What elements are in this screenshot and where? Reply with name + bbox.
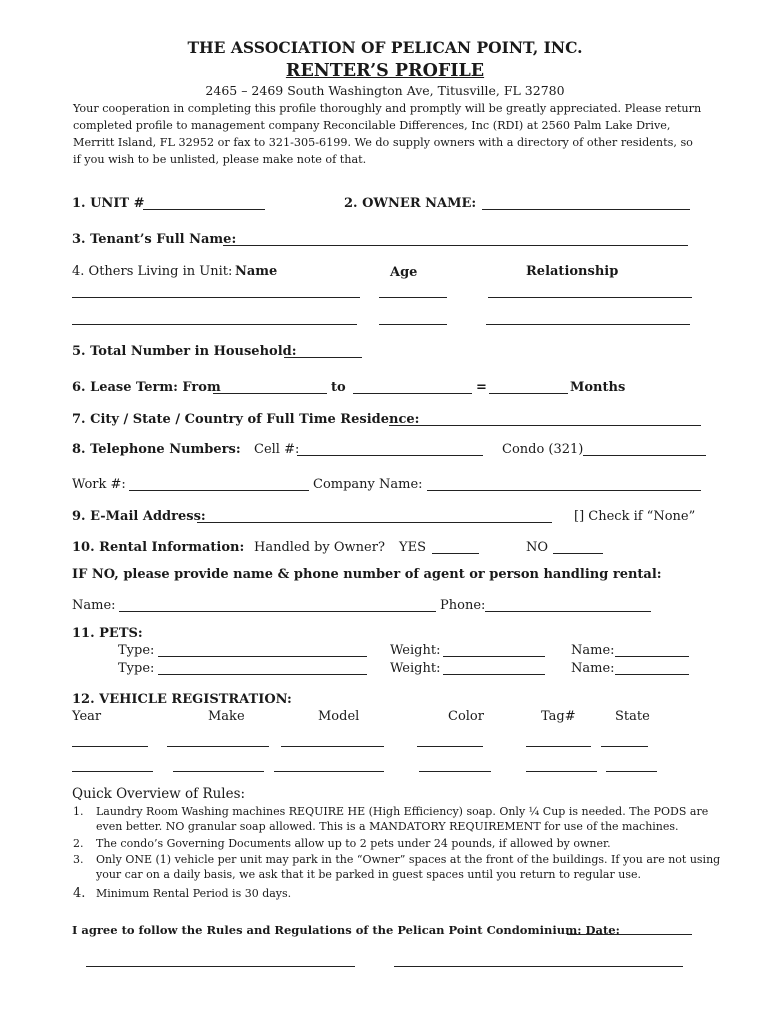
unit-label: 1. UNIT # <box>72 196 145 211</box>
lease-months-label: Months <box>570 380 626 395</box>
rule-item <box>73 886 723 902</box>
occupant-name-field[interactable] <box>72 297 360 298</box>
cell-field[interactable] <box>297 455 483 456</box>
unit-field[interactable] <box>143 209 265 210</box>
vehicle-model-field[interactable] <box>274 771 384 772</box>
agreement-date-field[interactable] <box>567 934 692 935</box>
vehicle-tag-field[interactable] <box>526 746 591 747</box>
rule-text: The condo’s Governing Documents allow up to 2 pets under 24 pounds, if allowed by owner. <box>96 837 611 850</box>
rule-number: 1. <box>73 805 84 818</box>
household-label: 5. Total Number in Household: <box>72 344 297 359</box>
vehicle-make-field[interactable] <box>173 771 264 772</box>
lease-equals-label: = <box>476 380 487 395</box>
vehicle-make-field[interactable] <box>167 746 269 747</box>
vehicle-color-field[interactable] <box>419 771 491 772</box>
form-title: RENTER’S PROFILE <box>285 61 485 81</box>
rules-heading: Quick Overview of Rules: <box>72 786 246 802</box>
pets-heading: 11. PETS: <box>72 626 143 641</box>
email-label: 9. E-Mail Address: <box>72 509 206 524</box>
agreement-text: I agree to follow the Rules and Regulations of the Pelican Point Condominium: Date: <box>72 923 620 937</box>
lease-from-field[interactable] <box>213 393 327 394</box>
occupant-relationship-field[interactable] <box>488 297 692 298</box>
owner-name-label: 2. OWNER NAME: <box>344 196 477 211</box>
residence-label: 7. City / State / Country of Full Time Residence: <box>72 412 420 427</box>
pet-type-label: Type: <box>118 643 155 658</box>
col-name-label: Name <box>235 264 278 279</box>
no-label: NO <box>526 540 549 555</box>
condo-phone-label: Condo (321) <box>502 442 584 457</box>
occupant-name-field[interactable] <box>72 324 357 325</box>
lease-to-field[interactable] <box>353 393 472 394</box>
intro-paragraph: Your cooperation in completing this profile thoroughly and promptly will be greatly appreciated. Please return completed profile to management company Reconcilable Differences, Inc (RDI) at 2560 Palm Lake Drive, Merritt Island, FL 32952 or fax to 321-305-6199. We do supply owners with a directory of other residents, so if you wish to be unlisted, please make note of that. <box>73 102 702 166</box>
company-label: Company Name: <box>313 477 423 492</box>
if-no-instruction: IF NO, please provide name & phone number of agent or person handling rental: <box>72 567 662 582</box>
agent-phone-label: Phone: <box>440 598 486 613</box>
pet-type-label: Type: <box>118 661 155 676</box>
rule-text: Only ONE (1) vehicle per unit may park in the “Owner” spaces at the front of the buildings. If you are not using your car on a daily basis, we ask that it be parked in guest spaces until you return to regular use. <box>96 853 721 881</box>
rule-number: 3. <box>73 853 84 866</box>
rental-info-label: 10. Rental Information: <box>72 540 245 555</box>
yes-field[interactable] <box>432 553 479 554</box>
rule-item <box>73 852 723 884</box>
condo-phone-field[interactable] <box>583 455 706 456</box>
col-relationship-label: Relationship <box>526 264 619 279</box>
yes-label: YES <box>399 540 426 555</box>
agent-name-field[interactable] <box>119 611 436 612</box>
cell-label: Cell #: <box>254 442 300 457</box>
occupant-relationship-field[interactable] <box>486 324 690 325</box>
vehicle-year-field[interactable] <box>72 771 153 772</box>
occupant-age-field[interactable] <box>379 324 447 325</box>
no-field[interactable] <box>553 553 603 554</box>
pet-name-field[interactable] <box>615 656 689 657</box>
tenant-name-label: 3. Tenant’s Full Name: <box>72 232 237 247</box>
pet-weight-field[interactable] <box>443 674 545 675</box>
address: 2465 – 2469 South Washington Ave, Titusville, FL 32780 <box>205 83 565 98</box>
pet-type-field[interactable] <box>158 674 367 675</box>
vehicle-state-field[interactable] <box>606 771 657 772</box>
work-label: Work #: <box>72 477 126 492</box>
vehicle-tag-field[interactable] <box>526 771 597 772</box>
lease-to-label: to <box>331 380 346 395</box>
company-field[interactable] <box>427 490 701 491</box>
rule-item <box>73 836 723 852</box>
household-field[interactable] <box>284 357 362 358</box>
signature-line[interactable] <box>394 966 683 967</box>
work-field[interactable] <box>129 490 309 491</box>
email-none-checkbox[interactable]: [] Check if “None” <box>574 509 696 524</box>
rule-text: Laundry Room Washing machines REQUIRE HE (High Efficiency) soap. Only ¼ Cup is needed. The PODS are even better. NO granular soap allowed. This is a MANDATORY REQUIREMENT for use of the machines. <box>96 805 709 833</box>
signature-line[interactable] <box>86 966 355 967</box>
pet-name-field[interactable] <box>615 674 689 675</box>
vehicle-state-field[interactable] <box>601 746 648 747</box>
vehicle-col-model: Model <box>318 709 360 724</box>
vehicle-col-color: Color <box>448 709 484 724</box>
occupant-age-field[interactable] <box>379 297 447 298</box>
tenant-name-field[interactable] <box>223 245 688 246</box>
pet-weight-field[interactable] <box>443 656 545 657</box>
vehicle-col-state: State <box>615 709 650 724</box>
pet-name-label: Name: <box>571 661 615 676</box>
col-age-label: Age <box>390 265 418 280</box>
vehicle-heading: 12. VEHICLE REGISTRATION: <box>72 692 292 707</box>
telephone-label: 8. Telephone Numbers: <box>72 442 241 457</box>
others-living-label: 4. Others Living in Unit: <box>72 264 233 279</box>
email-field[interactable] <box>197 522 552 523</box>
vehicle-col-tag: Tag# <box>541 709 576 724</box>
pet-name-label: Name: <box>571 643 615 658</box>
organization-name: THE ASSOCIATION OF PELICAN POINT, INC. <box>187 38 583 57</box>
pet-type-field[interactable] <box>158 656 367 657</box>
lease-months-field[interactable] <box>489 393 568 394</box>
rule-item <box>73 804 723 836</box>
vehicle-color-field[interactable] <box>417 746 483 747</box>
pet-weight-label: Weight: <box>390 643 441 658</box>
owner-name-field[interactable] <box>482 209 690 210</box>
handled-by-owner-label: Handled by Owner? <box>254 540 385 555</box>
rule-number: 2. <box>73 837 84 850</box>
vehicle-col-make: Make <box>208 709 245 724</box>
vehicle-model-field[interactable] <box>281 746 384 747</box>
residence-field[interactable] <box>389 425 701 426</box>
agent-name-label: Name: <box>72 598 116 613</box>
vehicle-col-year: Year <box>72 709 102 724</box>
pet-weight-label: Weight: <box>390 661 441 676</box>
rule-number: 4. <box>73 886 86 901</box>
lease-term-label: 6. Lease Term: From <box>72 380 221 395</box>
rule-text: Minimum Rental Period is 30 days. <box>96 887 292 900</box>
agent-phone-field[interactable] <box>485 611 651 612</box>
vehicle-year-field[interactable] <box>72 746 148 747</box>
